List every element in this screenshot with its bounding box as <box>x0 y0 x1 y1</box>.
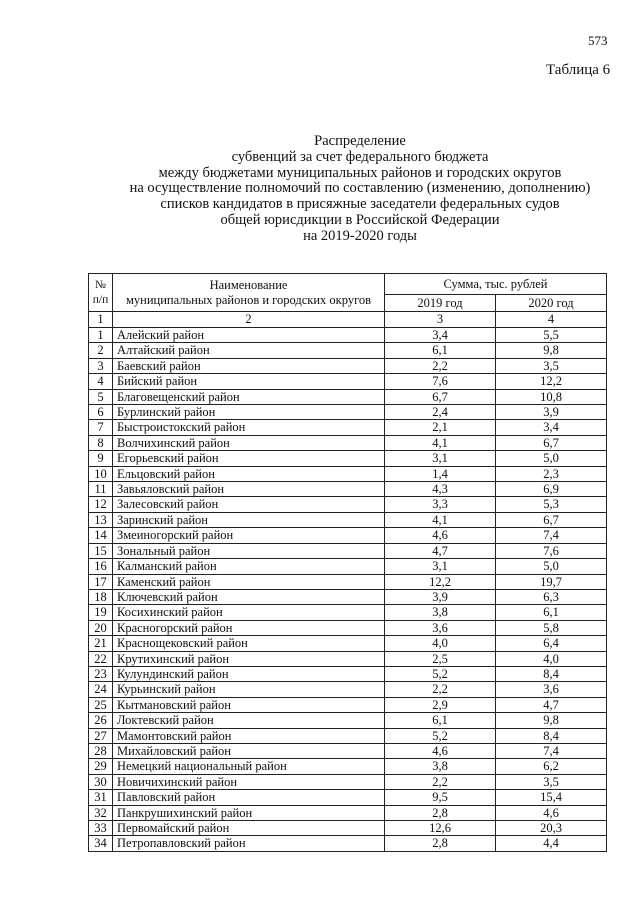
amount-2019: 12,2 <box>385 574 496 589</box>
table-row <box>89 836 607 851</box>
district-name: Бийский район <box>113 374 385 389</box>
header-sum: Сумма, тыс. рублей <box>385 274 607 295</box>
amount-2019: 3,9 <box>385 589 496 604</box>
district-name: Ключевский район <box>113 589 385 604</box>
amount-2019: 2,8 <box>385 836 496 851</box>
amount-2020: 20,3 <box>496 821 607 836</box>
table-row <box>89 559 607 574</box>
table-label: Таблица 6 <box>546 62 611 78</box>
row-number: 22 <box>89 651 113 666</box>
district-name: Баевский район <box>113 358 385 373</box>
amount-2020: 12,2 <box>496 374 607 389</box>
row-number: 21 <box>89 636 113 651</box>
table-row <box>89 728 607 743</box>
amount-2020: 3,4 <box>496 420 607 435</box>
amount-2020: 5,8 <box>496 620 607 635</box>
district-name: Заринский район <box>113 512 385 527</box>
row-number: 15 <box>89 543 113 558</box>
amount-2019: 6,7 <box>385 389 496 404</box>
row-number: 7 <box>89 420 113 435</box>
district-name: Завьяловский район <box>113 482 385 497</box>
table-row <box>89 821 607 836</box>
amount-2020: 4,6 <box>496 805 607 820</box>
district-name: Краснощековский район <box>113 636 385 651</box>
row-number: 34 <box>89 836 113 851</box>
amount-2019: 6,1 <box>385 343 496 358</box>
amount-2020: 6,7 <box>496 435 607 450</box>
district-name: Каменский район <box>113 574 385 589</box>
table-row <box>89 697 607 712</box>
page-number: 573 <box>588 33 608 48</box>
row-number: 20 <box>89 620 113 635</box>
header-name <box>113 274 385 312</box>
table-row <box>89 651 607 666</box>
row-number: 9 <box>89 451 113 466</box>
amount-2020: 10,8 <box>496 389 607 404</box>
table-body <box>89 328 607 852</box>
row-number: 11 <box>89 482 113 497</box>
table-row <box>89 389 607 404</box>
amount-2020: 5,0 <box>496 559 607 574</box>
amount-2019: 2,4 <box>385 405 496 420</box>
row-number: 33 <box>89 821 113 836</box>
amount-2019: 2,5 <box>385 651 496 666</box>
amount-2020: 6,2 <box>496 759 607 774</box>
header-year-2020: 2020 год <box>496 295 607 312</box>
col-number-4: 4 <box>496 312 607 328</box>
table-row <box>89 328 607 343</box>
district-name: Егорьевский район <box>113 451 385 466</box>
district-name: Калманский район <box>113 559 385 574</box>
district-name: Быстроистокский район <box>113 420 385 435</box>
amount-2019: 4,1 <box>385 435 496 450</box>
header-number-line1: № <box>95 278 106 291</box>
amount-2019: 2,1 <box>385 420 496 435</box>
amount-2019: 3,1 <box>385 451 496 466</box>
amount-2019: 4,1 <box>385 512 496 527</box>
row-number: 13 <box>89 512 113 527</box>
amount-2019: 12,6 <box>385 821 496 836</box>
table-row <box>89 497 607 512</box>
amount-2019: 3,8 <box>385 759 496 774</box>
table-row <box>89 574 607 589</box>
amount-2019: 4,6 <box>385 528 496 543</box>
amount-2020: 6,1 <box>496 605 607 620</box>
amount-2019: 2,2 <box>385 682 496 697</box>
district-name: Зональный район <box>113 543 385 558</box>
table-row <box>89 528 607 543</box>
district-name: Крутихинский район <box>113 651 385 666</box>
row-number: 14 <box>89 528 113 543</box>
amount-2019: 3,3 <box>385 497 496 512</box>
district-name: Косихинский район <box>113 605 385 620</box>
row-number: 4 <box>89 374 113 389</box>
col-number-3: 3 <box>385 312 496 328</box>
amount-2020: 15,4 <box>496 790 607 805</box>
row-number: 24 <box>89 682 113 697</box>
row-number: 25 <box>89 697 113 712</box>
table-row <box>89 682 607 697</box>
title-line: общей юрисдикции в Российской Федерации <box>220 211 500 228</box>
amount-2019: 3,6 <box>385 620 496 635</box>
district-name: Локтевский район <box>113 713 385 728</box>
amount-2020: 9,8 <box>496 343 607 358</box>
table-row <box>89 790 607 805</box>
table-row <box>89 743 607 758</box>
title-line: Распределение <box>314 133 406 149</box>
row-number: 12 <box>89 497 113 512</box>
table-row <box>89 805 607 820</box>
header-number <box>89 274 113 312</box>
row-number: 3 <box>89 358 113 373</box>
row-number: 2 <box>89 343 113 358</box>
district-name: Павловский район <box>113 790 385 805</box>
title-line: на 2019-2020 годы <box>303 227 417 244</box>
row-number: 6 <box>89 405 113 420</box>
amount-2020: 9,8 <box>496 713 607 728</box>
amount-2019: 4,7 <box>385 543 496 558</box>
amount-2019: 4,3 <box>385 482 496 497</box>
district-name: Новичихинский район <box>113 774 385 789</box>
row-number: 30 <box>89 774 113 789</box>
district-name: Кулундинский район <box>113 666 385 681</box>
amount-2020: 5,5 <box>496 328 607 343</box>
amount-2019: 4,0 <box>385 636 496 651</box>
table-row <box>89 420 607 435</box>
row-number: 31 <box>89 790 113 805</box>
amount-2020: 19,7 <box>496 574 607 589</box>
row-number: 26 <box>89 713 113 728</box>
table-row <box>89 451 607 466</box>
col-number-2: 2 <box>113 312 385 328</box>
amount-2020: 6,4 <box>496 636 607 651</box>
amount-2020: 7,6 <box>496 543 607 558</box>
title-line: между бюджетами муниципальных районов и городских округов <box>158 164 562 181</box>
table-row <box>89 759 607 774</box>
table-row <box>89 358 607 373</box>
amount-2019: 2,8 <box>385 805 496 820</box>
amount-2020: 4,7 <box>496 697 607 712</box>
table-row <box>89 636 607 651</box>
district-name: Кытмановский район <box>113 697 385 712</box>
amount-2020: 5,0 <box>496 451 607 466</box>
amount-2019: 6,1 <box>385 713 496 728</box>
amount-2020: 5,3 <box>496 497 607 512</box>
amount-2020: 4,4 <box>496 836 607 851</box>
amount-2020: 7,4 <box>496 528 607 543</box>
amount-2020: 3,9 <box>496 405 607 420</box>
amount-2019: 3,8 <box>385 605 496 620</box>
title-line: на осуществление полномочий по составлению (изменению, дополнению) <box>129 180 591 197</box>
amount-2019: 2,2 <box>385 774 496 789</box>
amount-2019: 1,4 <box>385 466 496 481</box>
amount-2020: 4,0 <box>496 651 607 666</box>
table-row <box>89 620 607 635</box>
amount-2020: 3,6 <box>496 682 607 697</box>
amount-2019: 3,1 <box>385 559 496 574</box>
row-number: 28 <box>89 743 113 758</box>
amount-2020: 6,7 <box>496 512 607 527</box>
row-number: 8 <box>89 435 113 450</box>
table-row <box>89 482 607 497</box>
amount-2020: 3,5 <box>496 358 607 373</box>
row-number: 17 <box>89 574 113 589</box>
district-name: Бурлинский район <box>113 405 385 420</box>
district-name: Мамонтовский район <box>113 728 385 743</box>
table-row <box>89 343 607 358</box>
amount-2019: 7,6 <box>385 374 496 389</box>
table-row <box>89 605 607 620</box>
row-number: 1 <box>89 328 113 343</box>
table-row <box>89 713 607 728</box>
row-number: 27 <box>89 728 113 743</box>
title-line: субвенций за счет федерального бюджета <box>231 148 489 165</box>
row-number: 5 <box>89 389 113 404</box>
row-number: 10 <box>89 466 113 481</box>
header-name-line2: муниципальных районов и городских округов <box>125 292 372 307</box>
table-row <box>89 774 607 789</box>
amount-2020: 8,4 <box>496 728 607 743</box>
amount-2019: 5,2 <box>385 728 496 743</box>
col-number-1: 1 <box>89 312 113 328</box>
table-header <box>89 274 607 328</box>
table-row <box>89 589 607 604</box>
amount-2019: 3,4 <box>385 328 496 343</box>
district-name: Ельцовский район <box>113 466 385 481</box>
amount-2019: 4,6 <box>385 743 496 758</box>
header-number-line2: п/п <box>92 293 109 306</box>
amount-2020: 7,4 <box>496 743 607 758</box>
amount-2019: 5,2 <box>385 666 496 681</box>
amount-2019: 2,2 <box>385 358 496 373</box>
amount-2019: 2,9 <box>385 697 496 712</box>
district-name: Петропавловский район <box>113 836 385 851</box>
row-number: 32 <box>89 805 113 820</box>
amount-2020: 3,5 <box>496 774 607 789</box>
district-name: Алейский район <box>113 328 385 343</box>
table-row <box>89 405 607 420</box>
amount-2019: 9,5 <box>385 790 496 805</box>
amount-2020: 6,9 <box>496 482 607 497</box>
document-title <box>100 134 620 245</box>
district-name: Немецкий национальный район <box>113 759 385 774</box>
district-name: Панкрушихинский район <box>113 805 385 820</box>
row-number: 23 <box>89 666 113 681</box>
row-number: 18 <box>89 589 113 604</box>
amount-2020: 6,3 <box>496 589 607 604</box>
table-row <box>89 466 607 481</box>
district-name: Змеиногорский район <box>113 528 385 543</box>
amount-2020: 8,4 <box>496 666 607 681</box>
header-year-2019: 2019 год <box>385 295 496 312</box>
district-name: Михайловский район <box>113 743 385 758</box>
row-number: 29 <box>89 759 113 774</box>
district-name: Красногорский район <box>113 620 385 635</box>
district-name: Первомайский район <box>113 821 385 836</box>
row-number: 16 <box>89 559 113 574</box>
table-row <box>89 512 607 527</box>
district-name: Благовещенский район <box>113 389 385 404</box>
table-row <box>89 374 607 389</box>
district-name: Курьинский район <box>113 682 385 697</box>
amount-2020: 2,3 <box>496 466 607 481</box>
table-row <box>89 543 607 558</box>
subvention-table <box>88 273 607 852</box>
table-row <box>89 435 607 450</box>
district-name: Волчихинский район <box>113 435 385 450</box>
row-number: 19 <box>89 605 113 620</box>
district-name: Залесовский район <box>113 497 385 512</box>
district-name: Алтайский район <box>113 343 385 358</box>
title-line: списков кандидатов в присяжные заседатели федеральных судов <box>160 196 560 213</box>
table-row <box>89 666 607 681</box>
header-name-line1: Наименование <box>209 277 288 292</box>
